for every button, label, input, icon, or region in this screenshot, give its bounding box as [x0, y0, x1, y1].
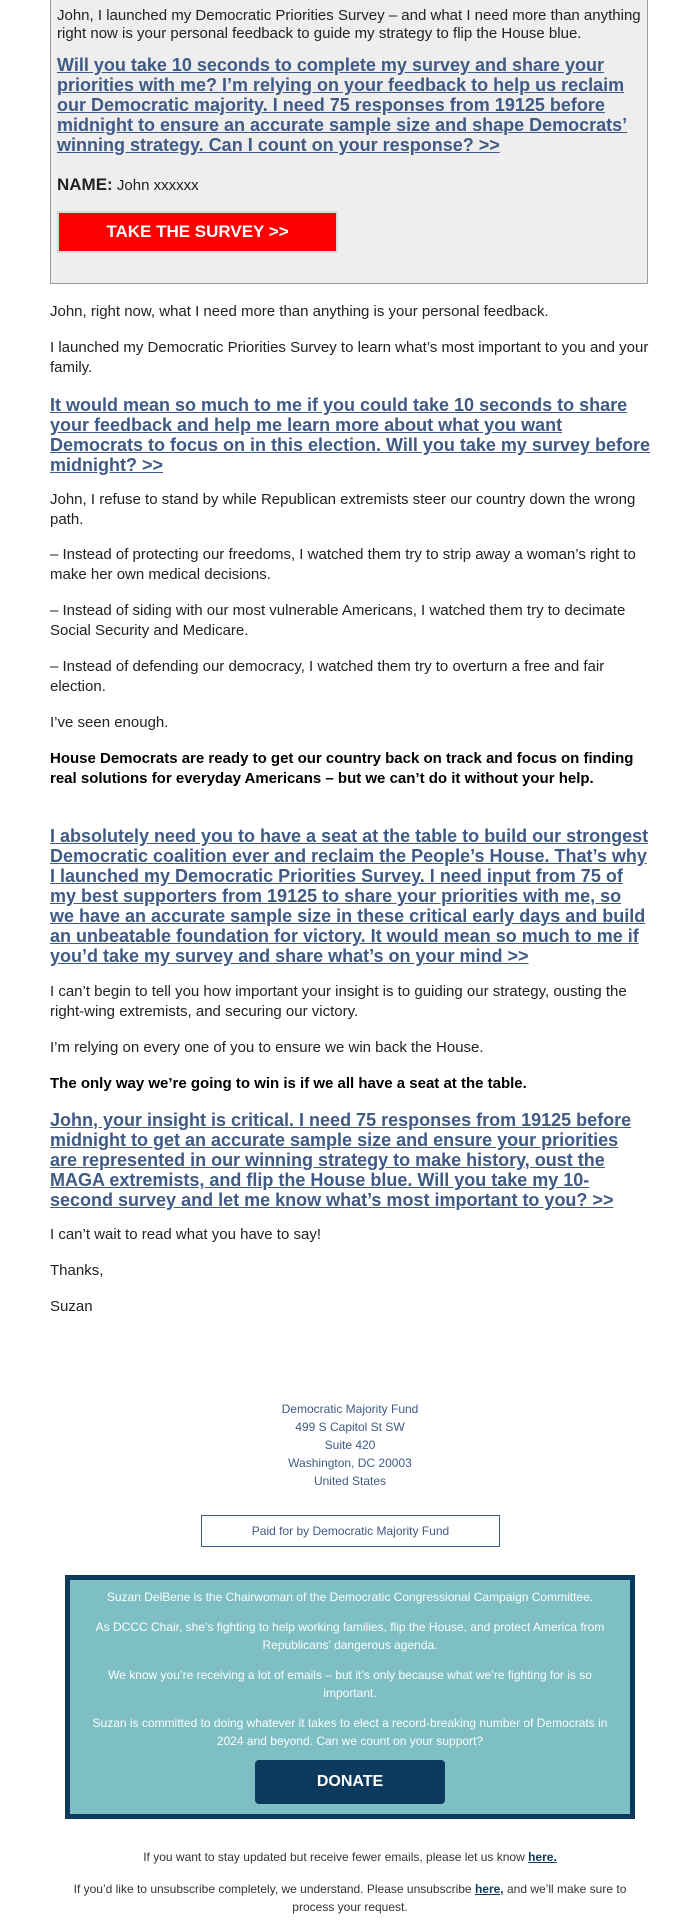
- survey-link[interactable]: Will you take 10 seconds to complete my survey and share your priorities with me? I’m relying on your feedback to help us reclaim our Democratic majority. I need 75 responses from 19125 before midnight to ensure an accurate sample size and shape Democrats’ winning strategy. Can I count on your response? >>: [57, 55, 628, 155]
- survey-link-3[interactable]: John, your insight is critical. I need 75 responses from 19125 before midnight to get an accurate sample size and ensure your priorities are represented in our winning strategy to make history, oust the MAGA extremists, and flip the House blue. Will you take my 10-second survey and let me know what’s most important to you? >>: [50, 1110, 632, 1210]
- body-link-block: [50, 1110, 650, 1210]
- name-value: John xxxxxx: [116, 177, 199, 194]
- body-p7: I’ve seen enough.: [50, 714, 169, 731]
- body-paragraph: [50, 545, 650, 585]
- body-paragraph: [50, 338, 650, 378]
- signature: [50, 1297, 650, 1317]
- survey-link-2[interactable]: I absolutely need you to have a seat at the table to build our strongest Democratic coalition ever and reclaim the People’s House. That’s why I launched my Democratic Priorities Survey. I need input from 75 of my best supporters from 19125 to share your priorities with me, so we have an accurate sample size in these critical early days and build an unbeatable foundation for victory. It would mean so much to me if you’d take my survey and share what’s on your mind >>: [50, 826, 649, 966]
- unsubscribe-line: [0, 1880, 700, 1916]
- signoff-thanks: Thanks,: [50, 1262, 104, 1279]
- body-paragraph: [50, 749, 650, 789]
- body-p5: – Instead of siding with our most vulnerable Americans, I watched them try to decimate Social Security and Medicare.: [50, 602, 626, 639]
- body-p10: I’m relying on every one of you to ensure we win back the House.: [50, 1039, 484, 1056]
- signoff: [50, 1261, 650, 1281]
- donate-button[interactable]: DONATE: [255, 1760, 445, 1804]
- body-paragraph: [50, 302, 650, 322]
- body-paragraph: [50, 1038, 650, 1058]
- footer-org: Democratic Majority Fund: [281, 1402, 419, 1416]
- unsubscribe-tail: and we’ll make sure to process your request.: [292, 1882, 627, 1914]
- fewer-emails-link[interactable]: here.: [528, 1850, 557, 1864]
- body-link-block: [50, 826, 650, 966]
- body-p12: I can’t wait to read what you have to say!: [50, 1226, 321, 1243]
- signature-name: Suzan: [50, 1298, 93, 1315]
- survey-link-1[interactable]: It would mean so much to me if you could take 10 seconds to share your feedback and help me learn more about what you want Democrats to focus on in this election. Will you take my survey before midnight? >>: [50, 395, 650, 475]
- footer-street: 499 S Capitol St SW: [295, 1420, 405, 1434]
- name-row: [57, 175, 641, 195]
- body-paragraph: [50, 601, 650, 641]
- survey-box: [50, 0, 648, 284]
- unsubscribe-text: If you’d like to unsubscribe completely, we understand. Please unsubscribe: [73, 1882, 475, 1896]
- body-paragraph: [50, 713, 650, 733]
- body-p3: John, I refuse to stand by while Republican extremists steer our country down the wrong path.: [50, 491, 636, 528]
- body-p2: I launched my Democratic Priorities Survey to learn what’s most important to you and your family.: [50, 339, 649, 376]
- body-link-block: [50, 395, 650, 475]
- info-panel: [65, 1575, 635, 1819]
- body-paragraph: [50, 982, 650, 1022]
- body-p6: – Instead of defending our democracy, I watched them try to overturn a free and fair election.: [50, 658, 605, 695]
- survey-intro: John, I launched my Democratic Priorities Survey – and what I need more than anything right now is your personal feedback to guide my strategy to flip the House blue.: [57, 7, 641, 42]
- info-p4: Suzan is committed to doing whatever it takes to elect a record-breaking number of Democrats in 2024 and beyond. Can we count on your support?: [92, 1716, 608, 1748]
- unsubscribe-link[interactable]: here,: [474, 1882, 504, 1896]
- footer-country: United States: [313, 1474, 387, 1488]
- body-paragraph: [50, 490, 650, 530]
- body-p1: John, right now, what I need more than anything is your personal feedback.: [50, 303, 549, 320]
- info-p1: Suzan DelBene is the Chairwoman of the Democratic Congressional Campaign Committee.: [106, 1590, 594, 1604]
- footer-suite: Suite 420: [324, 1438, 376, 1452]
- info-p3: We know you’re receiving a lot of emails – but it’s only because what we’re fighting for is so important.: [108, 1668, 592, 1700]
- paid-for-disclaimer: Paid for by Democratic Majority Fund: [201, 1515, 500, 1547]
- take-survey-button[interactable]: TAKE THE SURVEY >>: [57, 211, 338, 253]
- footer-address: [0, 1400, 700, 1490]
- body-p9: I can’t begin to tell you how important your insight is to guiding our strategy, ousting the right-wing extremists, and securing our victory.: [50, 983, 627, 1020]
- info-p2: As DCCC Chair, she’s fighting to help working families, flip the House, and protect America from Republicans’ dangerous agenda.: [95, 1620, 605, 1652]
- body-p11: The only way we’re going to win is if we all have a seat at the table.: [50, 1075, 527, 1092]
- body-paragraph: [50, 1074, 650, 1094]
- footer-city: Washington, DC 20003: [288, 1456, 412, 1470]
- name-label: NAME:: [57, 175, 113, 194]
- body-paragraph: [50, 657, 650, 697]
- body-paragraph: [50, 1225, 650, 1245]
- body-p4: – Instead of protecting our freedoms, I watched them try to strip away a woman’s right to make her own medical decisions.: [50, 546, 636, 583]
- fewer-emails-line: [0, 1848, 700, 1866]
- fewer-emails-text: If you want to stay updated but receive fewer emails, please let us know: [143, 1850, 529, 1864]
- body-p8: House Democrats are ready to get our country back on track and focus on finding real solutions for everyday Americans – but we can’t do it without your help.: [50, 750, 634, 787]
